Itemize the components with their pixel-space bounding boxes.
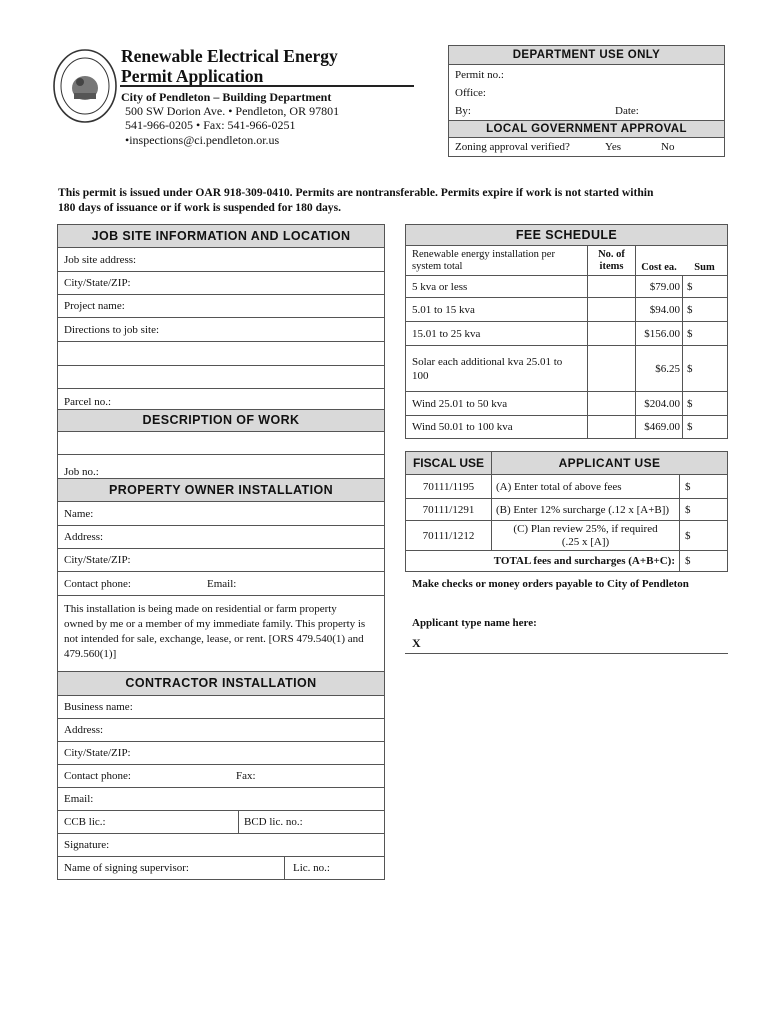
title-rule: [120, 85, 414, 87]
fee-row-desc-line2: 100: [412, 369, 429, 382]
fee-row-desc: 5 kva or less: [412, 280, 468, 293]
bcd-lic[interactable]: BCD lic. no.:: [238, 811, 303, 833]
fee-row-cost: $6.25: [635, 346, 682, 391]
contractor-email[interactable]: Email:: [57, 788, 385, 811]
contractor-title: CONTRACTOR INSTALLATION: [57, 672, 385, 696]
fee-col-desc-line2: system total: [412, 260, 463, 272]
org-address: 500 SW Dorion Ave. • Pendleton, OR 97801: [125, 104, 340, 118]
fee-row-desc: 15.01 to 25 kva: [412, 327, 481, 340]
fee-row: [405, 392, 728, 416]
fee-col-items: [587, 246, 635, 275]
city-seal: [52, 48, 118, 124]
notice-line2: 180 days of issuance or if work is suspended for 180 days.: [58, 201, 342, 214]
directions-line2[interactable]: [57, 342, 385, 366]
fee-row-sum[interactable]: $: [682, 276, 727, 297]
signature[interactable]: Signature:: [57, 834, 385, 857]
owner-statement: [57, 596, 385, 672]
owner-city[interactable]: City/State/ZIP:: [57, 549, 385, 572]
applicant-row: [405, 475, 728, 499]
fee-row: [405, 276, 728, 298]
dept-use-title: DEPARTMENT USE ONLY: [448, 45, 725, 65]
applicant-desc: (B) Enter 12% surcharge (.12 x [A+B]): [491, 499, 679, 520]
fee-row-desc: Wind 50.01 to 100 kva: [412, 421, 513, 433]
fee-row-desc: [406, 346, 587, 391]
owner-name[interactable]: Name:: [57, 502, 385, 526]
directions[interactable]: Directions to job site:: [57, 318, 385, 342]
fee-row-cost: $156.00: [635, 322, 682, 345]
form-title-line2: Permit Application: [121, 66, 264, 86]
directions-line3[interactable]: [57, 366, 385, 389]
parcel-no[interactable]: Parcel no.:: [57, 389, 385, 410]
owner-phone[interactable]: Contact phone:: [64, 577, 131, 590]
org-email: •inspections@ci.pendleton.or.us: [125, 133, 280, 147]
contractor-fax[interactable]: Fax:: [236, 770, 256, 782]
fee-row-cost: $94.00: [635, 298, 682, 321]
applicant-use-title: APPLICANT USE: [491, 452, 727, 474]
fee-row: [405, 298, 728, 322]
contractor-lic-row: [57, 811, 385, 834]
applicant-type-name-label: Applicant type name here:: [412, 617, 537, 629]
fiscal-use-title: FISCAL USE: [412, 456, 485, 470]
owner-statement-line2: owned by me or a member of my immediate family. This property is: [64, 618, 366, 630]
fee-row-sum[interactable]: $: [682, 392, 727, 415]
fee-schedule-title: FEE SCHEDULE: [405, 224, 728, 246]
permit-notice: [58, 185, 653, 215]
fee-row: [405, 322, 728, 346]
fee-row-items[interactable]: [587, 276, 635, 297]
notice-line1: This permit is issued under OAR 918-309-0410. Permits are nontransferable. Permits expire if work is not started within: [58, 186, 654, 199]
applicant-signature-line: [405, 653, 728, 654]
zoning-no[interactable]: No: [661, 141, 675, 153]
contractor-supervisor-row: [57, 857, 385, 880]
fee-row-items[interactable]: [587, 346, 635, 391]
owner-title: PROPERTY OWNER INSTALLATION: [57, 478, 385, 502]
applicant-desc-line2: (.25 x [A]): [561, 535, 610, 548]
owner-address[interactable]: Address:: [57, 526, 385, 549]
applicant-desc: (A) Enter total of above fees: [491, 475, 679, 498]
contractor-city[interactable]: City/State/ZIP:: [57, 742, 385, 765]
contractor-business[interactable]: Business name:: [57, 696, 385, 719]
applicant-use: [405, 451, 728, 572]
payable-note: Make checks or money orders payable to City of Pendleton: [412, 578, 689, 590]
left-column: [57, 224, 385, 880]
fee-row-items[interactable]: [587, 322, 635, 345]
fee-row: [405, 346, 728, 392]
project-name[interactable]: Project name:: [57, 295, 385, 318]
fee-row-sum[interactable]: $: [682, 346, 727, 391]
fee-col-desc-line1: Renewable energy installation per: [412, 248, 555, 260]
fee-row-desc: Wind 25.01 to 50 kva: [412, 397, 508, 410]
job-site-city[interactable]: City/State/ZIP:: [57, 272, 385, 295]
total-label: TOTAL fees and surcharges (A+B+C):: [493, 555, 675, 567]
fee-row-sum[interactable]: $: [682, 322, 727, 345]
fee-col-items-line2: items: [599, 260, 624, 272]
dept-permit-no[interactable]: Permit no.:: [455, 69, 504, 81]
owner-email[interactable]: Email:: [207, 577, 237, 590]
fee-row-desc: 5.01 to 15 kva: [412, 303, 475, 316]
fee-row-desc-line1: Solar each additional kva 25.01 to: [412, 355, 563, 368]
fiscal-code: 70111/1195: [422, 480, 475, 493]
fee-col-cost: Cost ea.: [635, 246, 682, 275]
total-row: [405, 551, 728, 572]
fee-schedule: [405, 224, 728, 439]
supervisor-lic[interactable]: Lic. no.:: [284, 857, 330, 879]
owner-statement-line4: 479.560(1)]: [64, 648, 117, 660]
fee-row-items[interactable]: [587, 298, 635, 321]
fee-col-items-line1: No. of: [598, 248, 625, 260]
job-no[interactable]: Job no.:: [57, 455, 385, 478]
total-sum[interactable]: $: [679, 551, 727, 571]
fiscal-code: 70111/1291: [422, 503, 475, 516]
applicant-row: [405, 499, 728, 521]
dept-date[interactable]: Date:: [615, 105, 639, 117]
fee-row-cost: $79.00: [635, 276, 682, 297]
job-site-address[interactable]: Job site address:: [57, 248, 385, 272]
fee-row-cost: $469.00: [635, 416, 682, 438]
owner-contact-row: [57, 572, 385, 596]
applicant-row: [405, 521, 728, 551]
applicant-sum[interactable]: $: [679, 521, 727, 550]
applicant-signature-x[interactable]: X: [412, 636, 421, 650]
description-title: DESCRIPTION OF WORK: [57, 410, 385, 432]
applicant-sum[interactable]: $: [679, 475, 727, 498]
fee-row-items[interactable]: [587, 392, 635, 415]
org-name: City of Pendleton – Building Department: [121, 90, 332, 104]
fee-col-sum: Sum: [694, 262, 715, 273]
fee-col-desc: [406, 246, 587, 275]
fee-row-items[interactable]: [587, 416, 635, 438]
form-title-line1: Renewable Electrical Energy: [121, 46, 338, 66]
supervisor-name[interactable]: Name of signing supervisor:: [64, 862, 189, 874]
zoning-question: Zoning approval verified?: [455, 141, 570, 153]
applicant-desc-line1: (C) Plan review 25%, if required: [513, 522, 658, 535]
org-phone: 541-966-0205 • Fax: 541-966-0251: [125, 118, 296, 132]
dept-office[interactable]: Office:: [455, 87, 486, 99]
applicant-sum[interactable]: $: [679, 499, 727, 520]
fee-row-sum[interactable]: $: [682, 298, 727, 321]
owner-statement-line3: not intended for sale, exchange, lease, or rent. [ORS 479.540(1) and: [64, 633, 364, 645]
fee-row-sum[interactable]: $: [682, 416, 727, 438]
local-approval-title: LOCAL GOVERNMENT APPROVAL: [448, 120, 725, 138]
contractor-phone[interactable]: Contact phone:: [64, 770, 131, 782]
applicant-desc: [491, 521, 679, 550]
job-site-title: JOB SITE INFORMATION AND LOCATION: [57, 224, 385, 248]
form-title: [121, 46, 338, 86]
fee-header-row: [405, 246, 728, 276]
owner-statement-line1: This installation is being made on residential or farm property: [64, 603, 337, 615]
ccb-lic[interactable]: CCB lic.:: [64, 816, 106, 828]
applicant-header-row: [405, 451, 728, 475]
description-field[interactable]: [57, 432, 385, 455]
dept-use-box: [448, 45, 725, 157]
dept-by[interactable]: By:: [455, 105, 471, 117]
fiscal-code: 70111/1212: [422, 529, 475, 542]
contractor-contact-row: [57, 765, 385, 788]
zoning-yes[interactable]: Yes: [605, 141, 622, 153]
fee-row: [405, 416, 728, 439]
contractor-address[interactable]: Address:: [57, 719, 385, 742]
fee-row-cost: $204.00: [635, 392, 682, 415]
